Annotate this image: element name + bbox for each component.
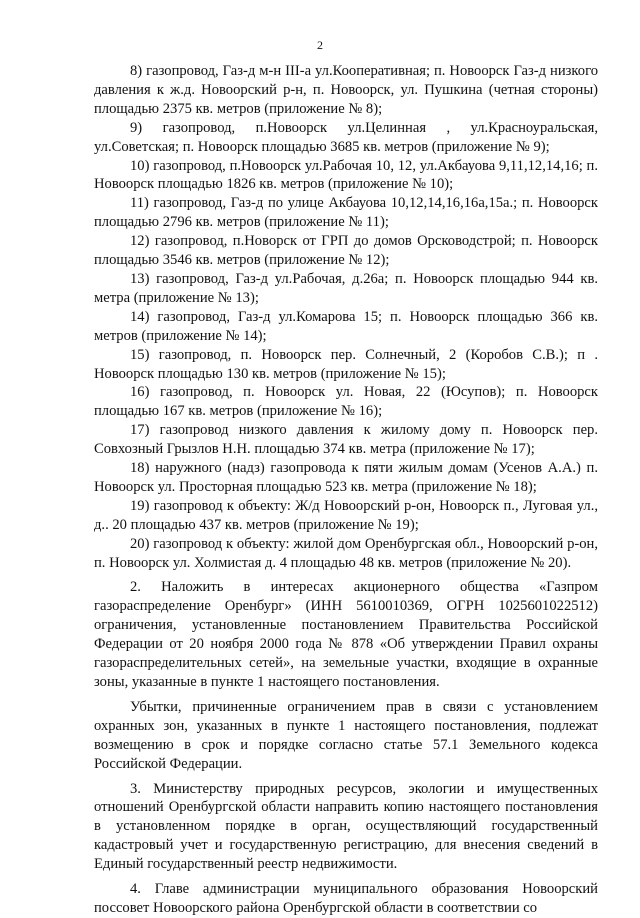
- paragraph-4-head-administration: 4. Главе администрации муниципального образования Новоорский поссовет Новоорского района Оренбургской области в соответствии со: [94, 881, 598, 916]
- list-item: 19) газопровод к объекту: Ж/д Новоорский р-он, Новоорск п., Луговая ул., д.. 20 площадью 437 кв. метров (приложение № 19);: [94, 497, 598, 533]
- list-item: 10) газопровод, п.Новоорск ул.Рабочая 10, 12, ул.Акбауова 9,11,12,14,16; п. Новоорск площадью 1826 кв. метров (приложение № 10);: [94, 157, 598, 193]
- paragraph-3-ministry: 3. Министерству природных ресурсов, экологии и имущественных отношений Оренбургской области направить копию настоящего постановления в установленном порядке в орган, осуществляющий государственный кадастровый учет и государственную регистрацию, для внесения сведений в Единый государственный реестр недвижимости.: [94, 780, 598, 873]
- list-item: 18) наружного (надз) газопровода к пяти жилым домам (Усенов А.А.) п. Новоорск ул. Просторная площадью 523 кв. метра (приложение № 18);: [94, 460, 598, 495]
- page-number: 2: [317, 38, 323, 52]
- list-item: 17) газопровод низкого давления к жилому дому п. Новоорск пер. Совхозный Грызлов Н.Н. площадью 374 кв. метра (приложение № 17);: [94, 422, 598, 458]
- list-item: 16) газопровод, п. Новоорск ул. Новая, 22 (Юсупов); п. Новоорск площадью 167 кв. метров (приложение № 16);: [94, 384, 598, 420]
- list-item: 13) газопровод, Газ-д ул.Рабочая, д.26а; п. Новоорск площадью 944 кв. метра (приложение № 13);: [94, 270, 598, 306]
- list-item: 14) газопровод, Газ-д ул.Комарова 15; п. Новоорск площадью 366 кв. метров (приложение № 14);: [94, 308, 598, 344]
- document-body: [94, 62, 598, 918]
- list-item: 15) газопровод, п. Новоорск пер. Солнечный, 2 (Коробов С.В.); п . Новоорск площадью 130 кв. метров (приложение № 15);: [94, 346, 598, 382]
- paragraph-2-restrictions: 2. Наложить в интересах акционерного общества «Газпром газораспределение Оренбург» (ИНН 5610010369, ОГРН 1025601022512) ограничения, установленные постановлением Правительства Российской Федерации от 20 ноября 2000 года № 878 «Об утверждении Правил охраны газораспределительных сетей», на земельные участки, входящие в охранные зоны, указанные в пункте 1 настоящего постановления.: [94, 579, 598, 690]
- list-item: 11) газопровод, Газ-д по улице Акбауова 10,12,14,16,16а,15а.; п. Новоорск площадью 2796 кв. метров (приложение № 11);: [94, 195, 598, 231]
- list-item: 9) газопровод, п.Новоорск ул.Целинная , ул.Красноуральская, ул.Советская; п. Новоорск площадью 3685 кв. метров (приложение № 9);: [94, 119, 598, 155]
- list-item: 12) газопровод, п.Новорск от ГРП до домов Орсководстрой; п. Новоорск площадью 3546 кв. метров (приложение № 12);: [94, 233, 598, 269]
- list-item: 8) газопровод, Газ-д м-н III-а ул.Кооперативная; п. Новоорск Газ-д низкого давления к ж.д. Новоорский р-н, п. Новоорск, ул. Пушкина (четная стороны) площадью 2375 кв. метров (приложение № 8);: [94, 63, 598, 117]
- list-item: 20) газопровод к объекту: жилой дом Оренбургская обл., Новоорский р-он, п. Новоорск ул. Холмистая д. 4 площадью 48 кв. метров (приложение № 20).: [94, 535, 598, 571]
- paragraph-losses: Убытки, причиненные ограничением прав в связи с установлением охранных зон, указанных в пункте 1 настоящего постановления, подлежат возмещению в срок и порядке согласно статье 57.1 Земельного кодекса Российской Федерации.: [94, 698, 598, 772]
